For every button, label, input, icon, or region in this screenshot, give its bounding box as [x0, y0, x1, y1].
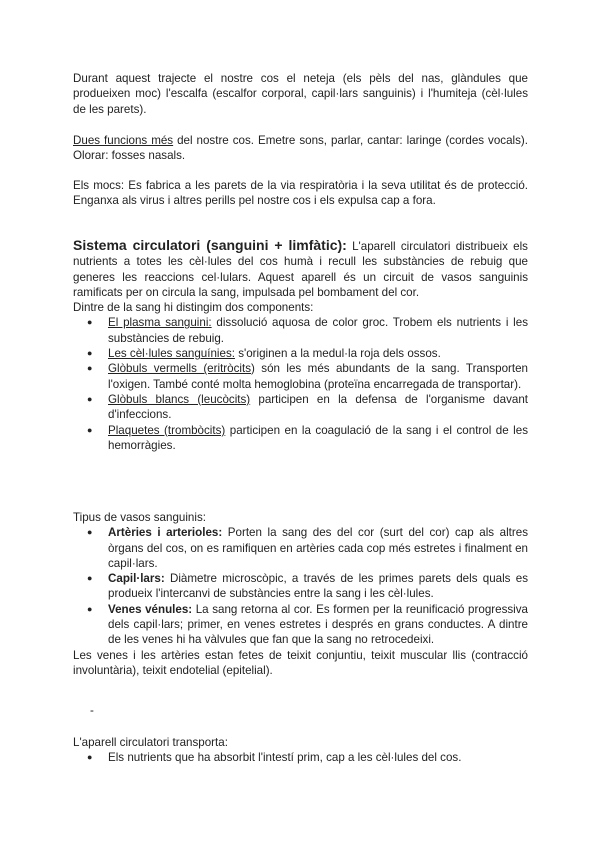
transport-list — [73, 750, 528, 765]
vessels-section — [73, 510, 528, 678]
functions-label: Dues funcions més — [73, 134, 174, 147]
functions-text: del nostre cos. Emetre sons, parlar, cantar: laringe (cordes vocals). Olorar: fosses nasals. — [73, 134, 528, 163]
functions-paragraph — [73, 133, 528, 164]
circulatory-intro — [73, 238, 528, 300]
item-text: Porten la sang des del cor (surt del cor) cap als altres òrgans del cos, on es ramifiquen en artèries cada cop més estretes i finalment en capil·lars. — [108, 526, 528, 570]
list-item — [73, 525, 528, 571]
circulatory-heading: Sistema circulatori (sanguini + limfàtic): — [73, 237, 347, 253]
list-item: ● Els nutrients que ha absorbit l'intestí prim, cap a les cèl·lules del cos. — [73, 750, 528, 765]
vessels-title: Tipus de vasos sanguinis: — [73, 511, 206, 524]
circulatory-section — [73, 238, 528, 453]
item-text: Diàmetre microscòpic, a través de les primes parets dels quals es produeix l'intercanvi de substàncies entre la sang i les cèl·lules. — [108, 572, 528, 601]
vessels-list — [73, 525, 528, 647]
item-label: Plaquetes (trombòcits) — [108, 423, 226, 437]
dash-marker: - — [90, 704, 94, 717]
list-item — [73, 423, 528, 454]
intro-paragraph: Durant aquest trajecte el nostre cos el neteja (els pèls del nas, glàndules que produeixen moc) l'escalfa (escalfor corporal, capil·lars sanguinis) i l'humiteja (cèl·lules de les parets). — [73, 72, 528, 116]
transport-title: L'aparell circulatori transporta: — [73, 736, 228, 749]
components-intro: Dintre de la sang hi distingim dos components: — [73, 301, 314, 315]
item-label: Les cèl·lules sanguínies: — [108, 347, 235, 361]
list-item — [73, 315, 528, 346]
mucus-paragraph: Els mocs: Es fabrica a les parets de la via respiratòria i la seva utilitat és de protecció. Enganxa als virus i altres perills pel nostre cos i els expulsa cap a fora. — [73, 179, 528, 208]
item-label: El plasma sanguini: — [108, 316, 212, 330]
item-text: participen en la defensa de l'organisme davant d'infeccions. — [108, 392, 528, 422]
vessels-after: Les venes i les artèries estan fetes de teixit conjuntiu, teixit muscular llis (contracció involuntària), teixit endotelial (epitelial). — [73, 648, 528, 677]
components-list — [73, 315, 528, 453]
list-item — [73, 571, 528, 602]
list-item — [73, 602, 528, 648]
circulatory-text: L'aparell circulatori distribueix els nutrients a totes les cèl·lules del cos humà i recull les substàncies de rebuig que generes les reaccions cel·lulars. Aquest aparell és un circuit de vasos sanguinis ramificats per on circula la sang, impulsada pel bombament del cor. — [73, 240, 528, 299]
item-label: Glòbuls blancs (leucòcits) — [108, 392, 251, 406]
item-label: Capil·lars: — [108, 572, 165, 586]
list-item — [73, 346, 528, 361]
item-text: ) són les més abundants de la sang. Transporten l'oxigen. També conté molta hemoglobina (proteïna encarregada de transportar). — [108, 362, 528, 391]
item-label: Venes vénules: — [108, 602, 193, 616]
item-text: dissolució aquosa de color groc. Trobem els nutrients i les substàncies de rebuig. — [108, 316, 528, 345]
item-label: Artèries i arterioles: — [108, 526, 223, 540]
transport-section — [73, 735, 528, 766]
item-text: La sang retorna al cor. Es formen per la reunificació progressiva dels capil·lars; primer, en venes estretes i després en grans conductes. A dintre de les venes hi ha vàlvules que fan que la sang no retrocedeixi. — [108, 602, 528, 647]
list-item — [73, 361, 528, 392]
item-text: s'originen a la medul·la roja dels ossos. — [234, 347, 441, 361]
list-item — [73, 392, 528, 423]
item-label: Glòbuls vermells (eritròcits — [108, 362, 251, 376]
item-text: participen en la coagulació de la sang i el control de les hemorràgies. — [108, 423, 529, 452]
